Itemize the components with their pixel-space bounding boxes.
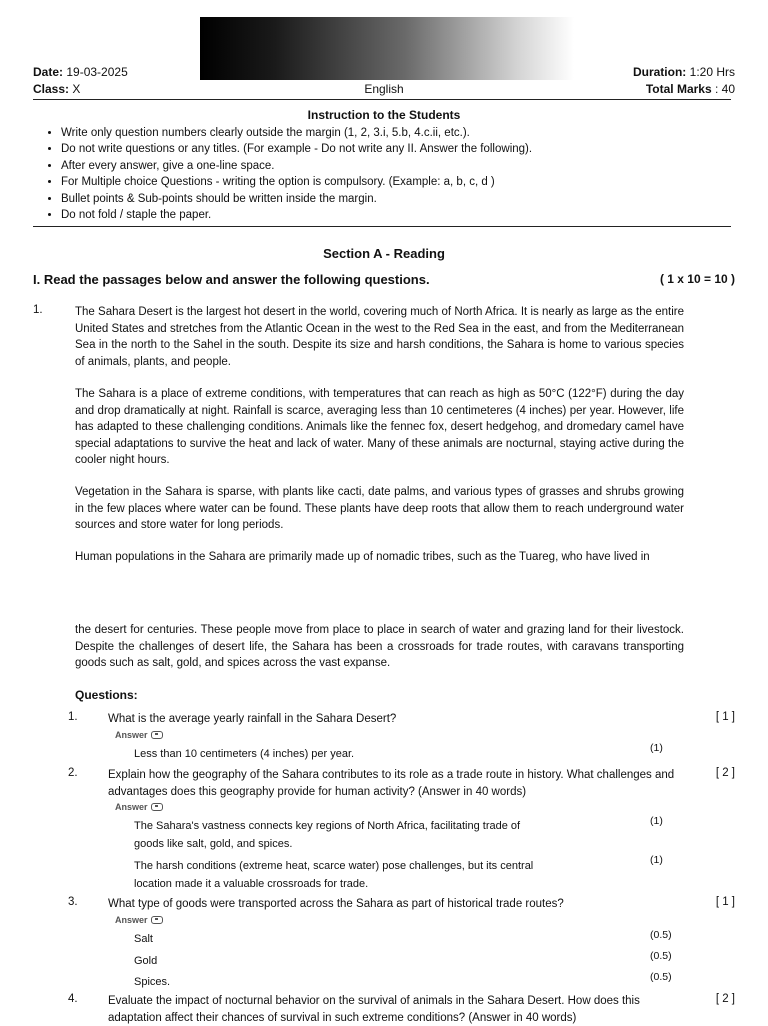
question-number: 3. (68, 896, 78, 908)
answer-text: The Sahara's vastness connects key regions of North Africa, facilitating trade of goods like salt, gold, and spices. (134, 820, 521, 850)
date-label: Date: (33, 65, 64, 79)
instructions-title: Instruction to the Students (307, 108, 461, 122)
key-icon (151, 731, 163, 739)
logo-banner (200, 17, 574, 80)
subject: English (364, 82, 404, 96)
question-number: 2. (68, 767, 78, 779)
passage-paragraph: the desert for centuries. These people move from place to place in search of water and grazing land for their livestock. Despite the challenges of desert life, the Sahara has been a crossroads for trade routes, with caravans transporting goods such as salt, gold, and spices across the vast expanse. (75, 624, 684, 669)
question-marks: [ 2 ] (715, 993, 735, 1005)
class-value: X (72, 82, 81, 96)
answer-marks: (0.5) (650, 971, 672, 983)
passage-paragraph: The Sahara is a place of extreme conditions, with temperatures that can reach as high as 50°C (122°F) during the day and drop dramatically at night. Rainfall is scarce, averaging less than 10 centimeteres (4 inches) per year. However, life has adapted to these challenging conditions. Animals like the fennec fox, desert hedgehog, and dromedary camel have special adaptations to survive the heat and lack of water. Many of these animals are nocturnal, staying active during the cooler night hours. (75, 388, 684, 466)
question-text: What type of goods were transported across the Sahara as part of historical trade routes? (108, 898, 564, 910)
answer-marks: (1) (650, 742, 663, 754)
questions-label: Questions: (75, 688, 138, 702)
answer-text: Salt (134, 933, 153, 945)
total-marks-line (646, 82, 735, 96)
class-label: Class: (33, 82, 70, 96)
instruction-item: • Do not write questions or any titles. (For example - Do not write any II. Answer the following). (61, 141, 761, 157)
question-marks: [ 2 ] (715, 767, 735, 779)
answer-marks: (0.5) (650, 950, 672, 962)
instruction-item: • For Multiple choice Questions - writing the option is compulsory. (Example: a, b, c, d ) (61, 174, 761, 190)
question-heading: I. Read the passages below and answer the following questions. (33, 272, 430, 287)
answer-label: Answer (115, 802, 148, 812)
passage-paragraph: The Sahara Desert is the largest hot desert in the world, covering much of North Africa. It is nearly as large as the entire United States and stretches from the Atlantic Ocean in the west to the Red Sea in the east, and from the Mediterranean Sea in the north to the Sahel in the south. Despite its size and harsh conditions, the Sahara is home to various species of animals, plants, and people. (75, 306, 684, 368)
answer-text: Spices. (134, 976, 171, 988)
answer-tag (115, 802, 163, 812)
passage-paragraph: Human populations in the Sahara are primarily made up of nomadic tribes, such as the Tuareg, who have lived in (75, 551, 650, 563)
answer-marks: (1) (650, 815, 663, 827)
answer-label: Answer (115, 730, 148, 740)
instruction-item: • Write only question numbers clearly outside the margin (1, 2, 3.i, 5.b, 4.c.ii, etc.). (61, 125, 761, 141)
answer-tag (115, 915, 163, 925)
total-marks-value: : 40 (714, 82, 735, 96)
total-marks-label: Total Marks (645, 82, 712, 96)
question-number: 1. (68, 711, 78, 723)
key-icon (151, 803, 163, 811)
question-text: Evaluate the impact of nocturnal behavior on the survival of animals in the Sahara Desert. How does this adaptation affect their chances of survival in such extreme conditions? (Answer in 40 words) (108, 995, 640, 1024)
duration-line (633, 65, 735, 79)
date-value: 19-03-2025 (66, 65, 128, 79)
answer-text: Gold (134, 955, 158, 967)
answer-text: The harsh conditions (extreme heat, scarce water) pose challenges, but its central location made it a valuable crossroads for trade. (134, 860, 534, 890)
instructions-divider (33, 226, 731, 227)
question-number: 4. (68, 993, 78, 1005)
instruction-item: • Do not fold / staple the paper. (61, 207, 761, 223)
question-text: What is the average yearly rainfall in the Sahara Desert? (108, 713, 397, 725)
instruction-item: • After every answer, give a one-line space. (61, 158, 761, 174)
key-icon (151, 916, 163, 924)
passage-paragraph: Vegetation in the Sahara is sparse, with plants like cacti, date palms, and various types of grasses and shrubs growing in the few places where water can be found. These plants have deep roots that allow them to reach underground water sources and store water for long periods. (75, 486, 684, 531)
question-marks: [ 1 ] (715, 711, 735, 723)
duration-value: 1:20 Hrs (689, 65, 735, 79)
answer-tag (115, 730, 163, 740)
instruction-item: • Bullet points & Sub-points should be written inside the margin. (61, 191, 761, 207)
section-title: Section A - Reading (323, 246, 445, 261)
duration-label: Duration: (632, 65, 687, 79)
date-line (33, 65, 128, 79)
question-text: Explain how the geography of the Sahara contributes to its role as a trade route in history. What challenges and advantages does this geography provide for human activity? (Answer in 40 words) (108, 769, 675, 798)
passage-number: 1. (33, 304, 43, 316)
question-marks: [ 1 ] (715, 896, 735, 908)
answer-marks: (1) (650, 854, 663, 866)
answer-label: Answer (115, 915, 148, 925)
section-marks: ( 1 x 10 = 10 ) (659, 272, 735, 286)
instructions-list (33, 125, 761, 223)
answer-marks: (0.5) (650, 929, 672, 941)
header-divider (33, 99, 731, 100)
answer-text: Less than 10 centimeters (4 inches) per year. (134, 748, 355, 760)
